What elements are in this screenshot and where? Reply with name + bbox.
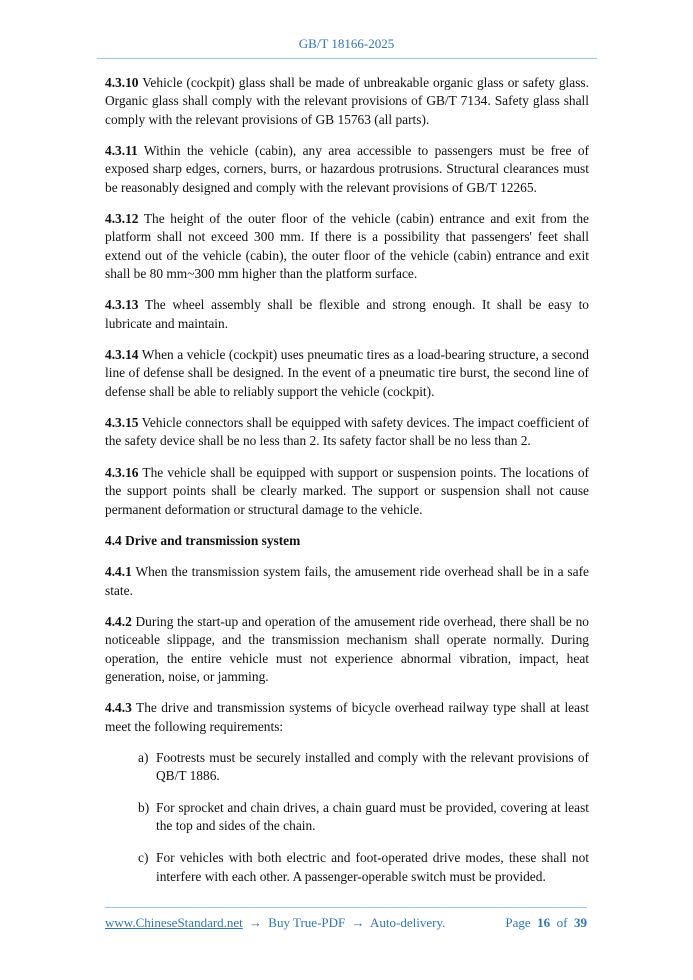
page-label: Page <box>505 915 531 930</box>
clause-text: Vehicle connectors shall be equipped with safety devices. The impact coefficient of the safety device shall be no less than 2. Its safety factor shall be no less than 2. <box>105 415 589 449</box>
document-body <box>105 74 589 899</box>
clause-text: When a vehicle (cockpit) uses pneumatic tires as a load-bearing structure, a second line of defense shall be designed. In the event of a pneumatic tire burst, the second line of defense shall be able to reliably support the vehicle (cockpit). <box>105 347 589 399</box>
list-item <box>123 849 589 886</box>
clause-4-3-10 <box>105 74 589 129</box>
clause-number: 4.4.1 <box>105 564 132 580</box>
list-item <box>123 799 589 836</box>
clause-text: The drive and transmission systems of bicycle overhead railway type shall at least meet the following requirements: <box>105 700 589 734</box>
clause-text: Within the vehicle (cabin), any area accessible to passengers must be free of exposed sharp edges, corners, burrs, or hazardous protrusions. Structural clearances must be reasonably designed and comply with the relevant provisions of GB/T 12265. <box>105 143 589 195</box>
clause-4-3-12 <box>105 210 589 284</box>
document-standard-number: GB/T 18166-2025 <box>298 36 395 51</box>
buy-pdf-text: Buy True-PDF <box>268 915 346 930</box>
list-marker: a) <box>138 749 149 765</box>
current-page: 16 <box>537 915 551 930</box>
clause-4-3-13 <box>105 296 589 333</box>
clause-text: Vehicle (cockpit) glass shall be made of unbreakable organic glass or safety glass. Organic glass shall comply with the relevant provisions of GB/T 7134. Safety glass shall comply with the relevant provisions of GB 15763 (all parts). <box>105 75 589 127</box>
clause-text: The height of the outer floor of the vehicle (cabin) entrance and exit from the platform shall not exceed 300 mm. If there is a possibility that passengers' feet shall extend out of the vehicle (cabin), the outer floor of the vehicle (cabin) entrance and exit shall be 80 mm~300 mm higher than the platform surface. <box>105 211 589 282</box>
clause-4-3-14 <box>105 346 589 401</box>
page-footer <box>105 915 587 931</box>
clause-text: The vehicle shall be equipped with support or suspension points. The locations of the support points shall be clearly marked. The support or suspension shall not cause permanent deformation or structural damage to the vehicle. <box>105 464 589 517</box>
clause-number: 4.3.10 <box>105 75 139 90</box>
clause-text: The wheel assembly shall be flexible and strong enough. It shall be easy to lubricate and maintain. <box>105 297 589 331</box>
list-marker: c) <box>138 850 149 866</box>
clause-number: 4.3.12 <box>105 211 139 227</box>
clause-number: 4.3.14 <box>105 347 139 363</box>
clause-number: 4.3.11 <box>105 143 138 159</box>
clause-4-3-11 <box>105 142 589 197</box>
footer-promo <box>105 915 445 931</box>
list-marker: b) <box>138 799 150 815</box>
footer-divider <box>105 907 587 908</box>
clause-4-4-1 <box>105 563 589 600</box>
clause-number: 4.3.13 <box>105 297 139 313</box>
arrow-right-icon: → <box>351 915 365 930</box>
list-item-text: For vehicles with both electric and foot-operated drive modes, these shall not interfere with each other. A passenger-operable switch must be provided. <box>156 850 589 884</box>
list-item-text: For sprocket and chain drives, a chain guard must be provided, covering at least the top and sides of the chain. <box>156 799 589 834</box>
clause-4-4-3 <box>105 699 589 736</box>
of-label: of <box>556 915 568 930</box>
total-pages: 39 <box>574 915 587 930</box>
arrow-right-icon: → <box>249 915 263 930</box>
clause-4-3-15 <box>105 414 589 451</box>
page-number <box>505 915 587 931</box>
clause-4-4-2 <box>105 613 589 687</box>
clause-number: 4.3.16 <box>105 464 139 480</box>
website-link[interactable]: www.ChineseStandard.net <box>105 915 243 930</box>
list-item-text: Footrests must be securely installed and comply with the relevant provisions of QB/T 1886. <box>156 749 589 784</box>
list-item <box>123 749 589 786</box>
clause-text: During the start-up and operation of the amusement ride overhead, there shall be no noticeable slippage, and the transmission mechanism shall operate normally. During operation, the entire vehicle must not experience abnormal vibration, impact, heat generation, noise, or jamming. <box>105 613 589 684</box>
clause-number: 4.3.15 <box>105 415 139 431</box>
header-divider <box>97 58 597 59</box>
clause-number: 4.4.3 <box>105 700 132 716</box>
section-heading: 4.4 Drive and transmission system <box>105 532 301 548</box>
clause-4-3-16 <box>105 464 589 519</box>
clause-number: 4.4.2 <box>105 613 132 629</box>
clause-text: When the transmission system fails, the amusement ride overhead shall be in a safe state. <box>105 564 589 598</box>
auto-delivery-text: Auto-delivery. <box>370 915 446 930</box>
